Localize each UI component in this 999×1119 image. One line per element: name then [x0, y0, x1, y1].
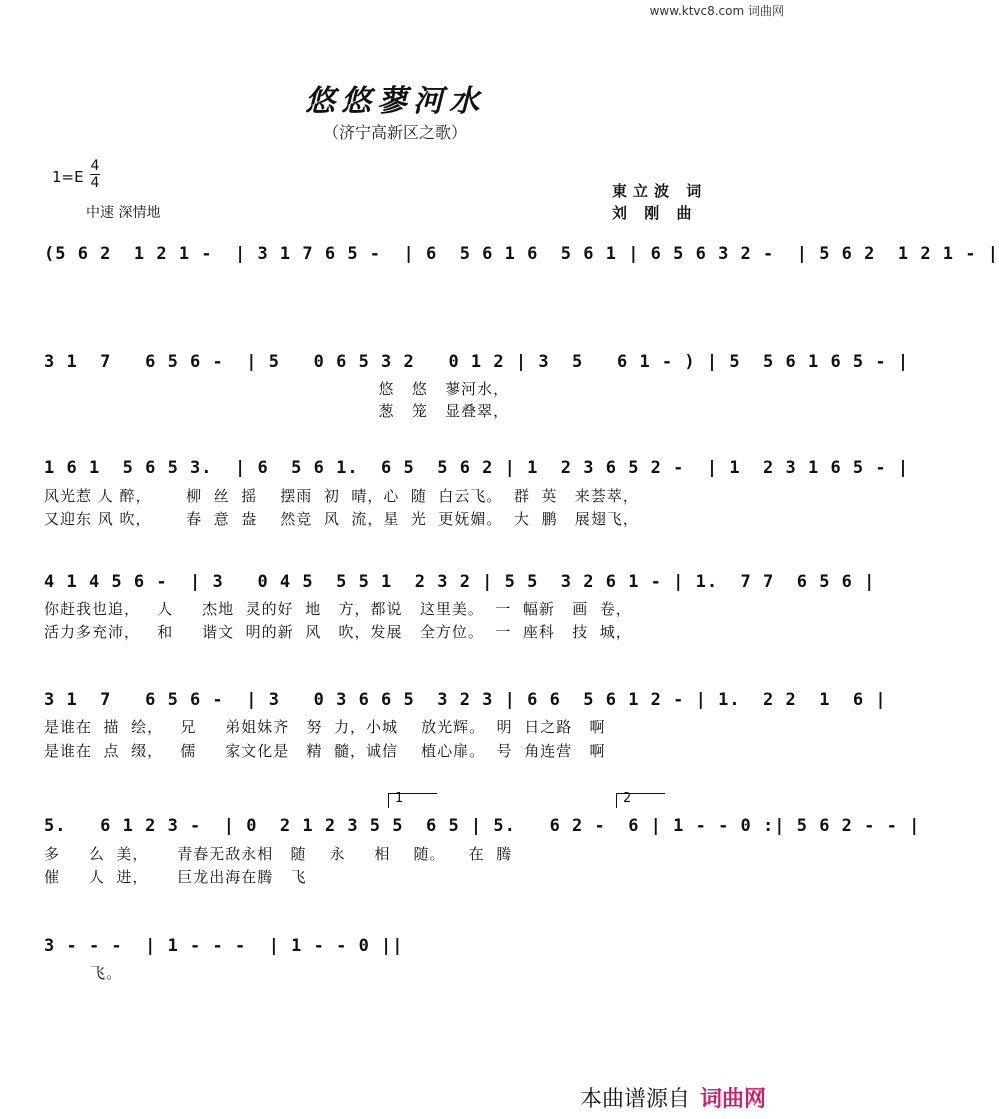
ending-number: 1	[395, 791, 404, 806]
composer-credit: 刘 刚 曲	[612, 204, 698, 222]
score-row-1	[44, 244, 999, 278]
first-ending-bracket	[388, 793, 437, 808]
footer-source: 本曲谱源自	[579, 1087, 690, 1112]
ending-number: 2	[623, 791, 632, 806]
watermark: www.ktvc8.com 词曲网	[649, 4, 784, 18]
lyric-line: 是谁在 描 绘， 兄 弟姐妹齐 努 力，小城 放光辉。 明 日之路 啊	[44, 718, 606, 736]
lyric-line: 葱 笼 显叠翠，	[44, 402, 510, 420]
lyric-line: 飞。	[44, 964, 123, 982]
lyric-line: 催 人 进， 巨龙出海在腾 飞	[44, 868, 307, 886]
lyric-line: 悠 悠 蓼河水，	[44, 380, 510, 398]
lyric-line: 又迎东 风 吹， 春 意 盎 然竞 风 流，星 光 更妩媚。 大 鹏 展翅飞，	[44, 510, 639, 528]
lyric-line: 是谁在 点 缀， 儒 家文化是 精 髓，诚信 植心扉。 号 角连营 啊	[44, 742, 606, 760]
lyric-line: 活力多充沛， 和 谐文 明的新 风 吹，发展 全方位。 一 座科 技 城，	[44, 623, 632, 641]
song-subtitle: （济宁高新区之歌）	[322, 123, 467, 142]
score-row-7	[44, 936, 744, 970]
notation: 5. 6 1 2 3 - | 0 2 1 2 3 5 5 6 5 | 5. 6 2 - 6 | 1 - - 0 :| 5 6 2 - - |	[44, 816, 921, 836]
notation: 4 1 4 5 6 - | 3 0 4 5 5 5 1 2 3 2 | 5 5 3 2 6 1 - | 1. 7 7 6 5 6 |	[44, 572, 876, 592]
footer-site-link[interactable]: 词曲网	[699, 1087, 766, 1112]
footer-credit	[580, 1082, 766, 1113]
time-top: 4	[90, 158, 100, 174]
lyric-line: 多 么 美， 青春无敌永相 随 永 相 随。 在 腾	[44, 845, 513, 863]
notation: (5 6 2 1 2 1 - | 3 1 7 6 5 - | 6 5 6 1 6 5 6 1 | 6 5 6 3 2 - | 5 6 2 1 2 1 - |	[44, 244, 999, 264]
notation: 3 1 7 6 5 6 - | 5 0 6 5 3 2 0 1 2 | 3 5 6 1 - ) | 5 5 6 1 6 5 - |	[44, 352, 910, 372]
lyricist-credit: 東立波 词	[612, 182, 708, 200]
tempo-marking: 中速 深情地	[86, 205, 161, 221]
lyric-line: 风光惹 人 醉， 柳 丝 摇 摆雨 初 晴，心 随 白云飞。 群 英 来荟萃，	[44, 487, 639, 505]
key-signature: 1=E	[52, 168, 84, 186]
notation: 3 1 7 6 5 6 - | 3 0 3 6 6 5 3 2 3 | 6 6 5 6 1 2 - | 1. 2 2 1 6 |	[44, 690, 887, 710]
second-ending-bracket	[616, 793, 665, 808]
notation: 1 6 1 5 6 5 3. | 6 5 6 1. 6 5 5 6 2 | 1 2 3 6 5 2 - | 1 2 3 1 6 5 - |	[44, 458, 910, 478]
notation: 3 - - - | 1 - - - | 1 - - 0 ||	[44, 936, 404, 956]
time-signature	[90, 158, 100, 191]
song-title: 悠悠蓼河水	[305, 84, 485, 119]
lyric-line: 你赶我也追， 人 杰地 灵的好 地 方，都说 这里美。 一 幅新 画 卷，	[44, 600, 632, 618]
time-bottom: 4	[90, 175, 100, 191]
